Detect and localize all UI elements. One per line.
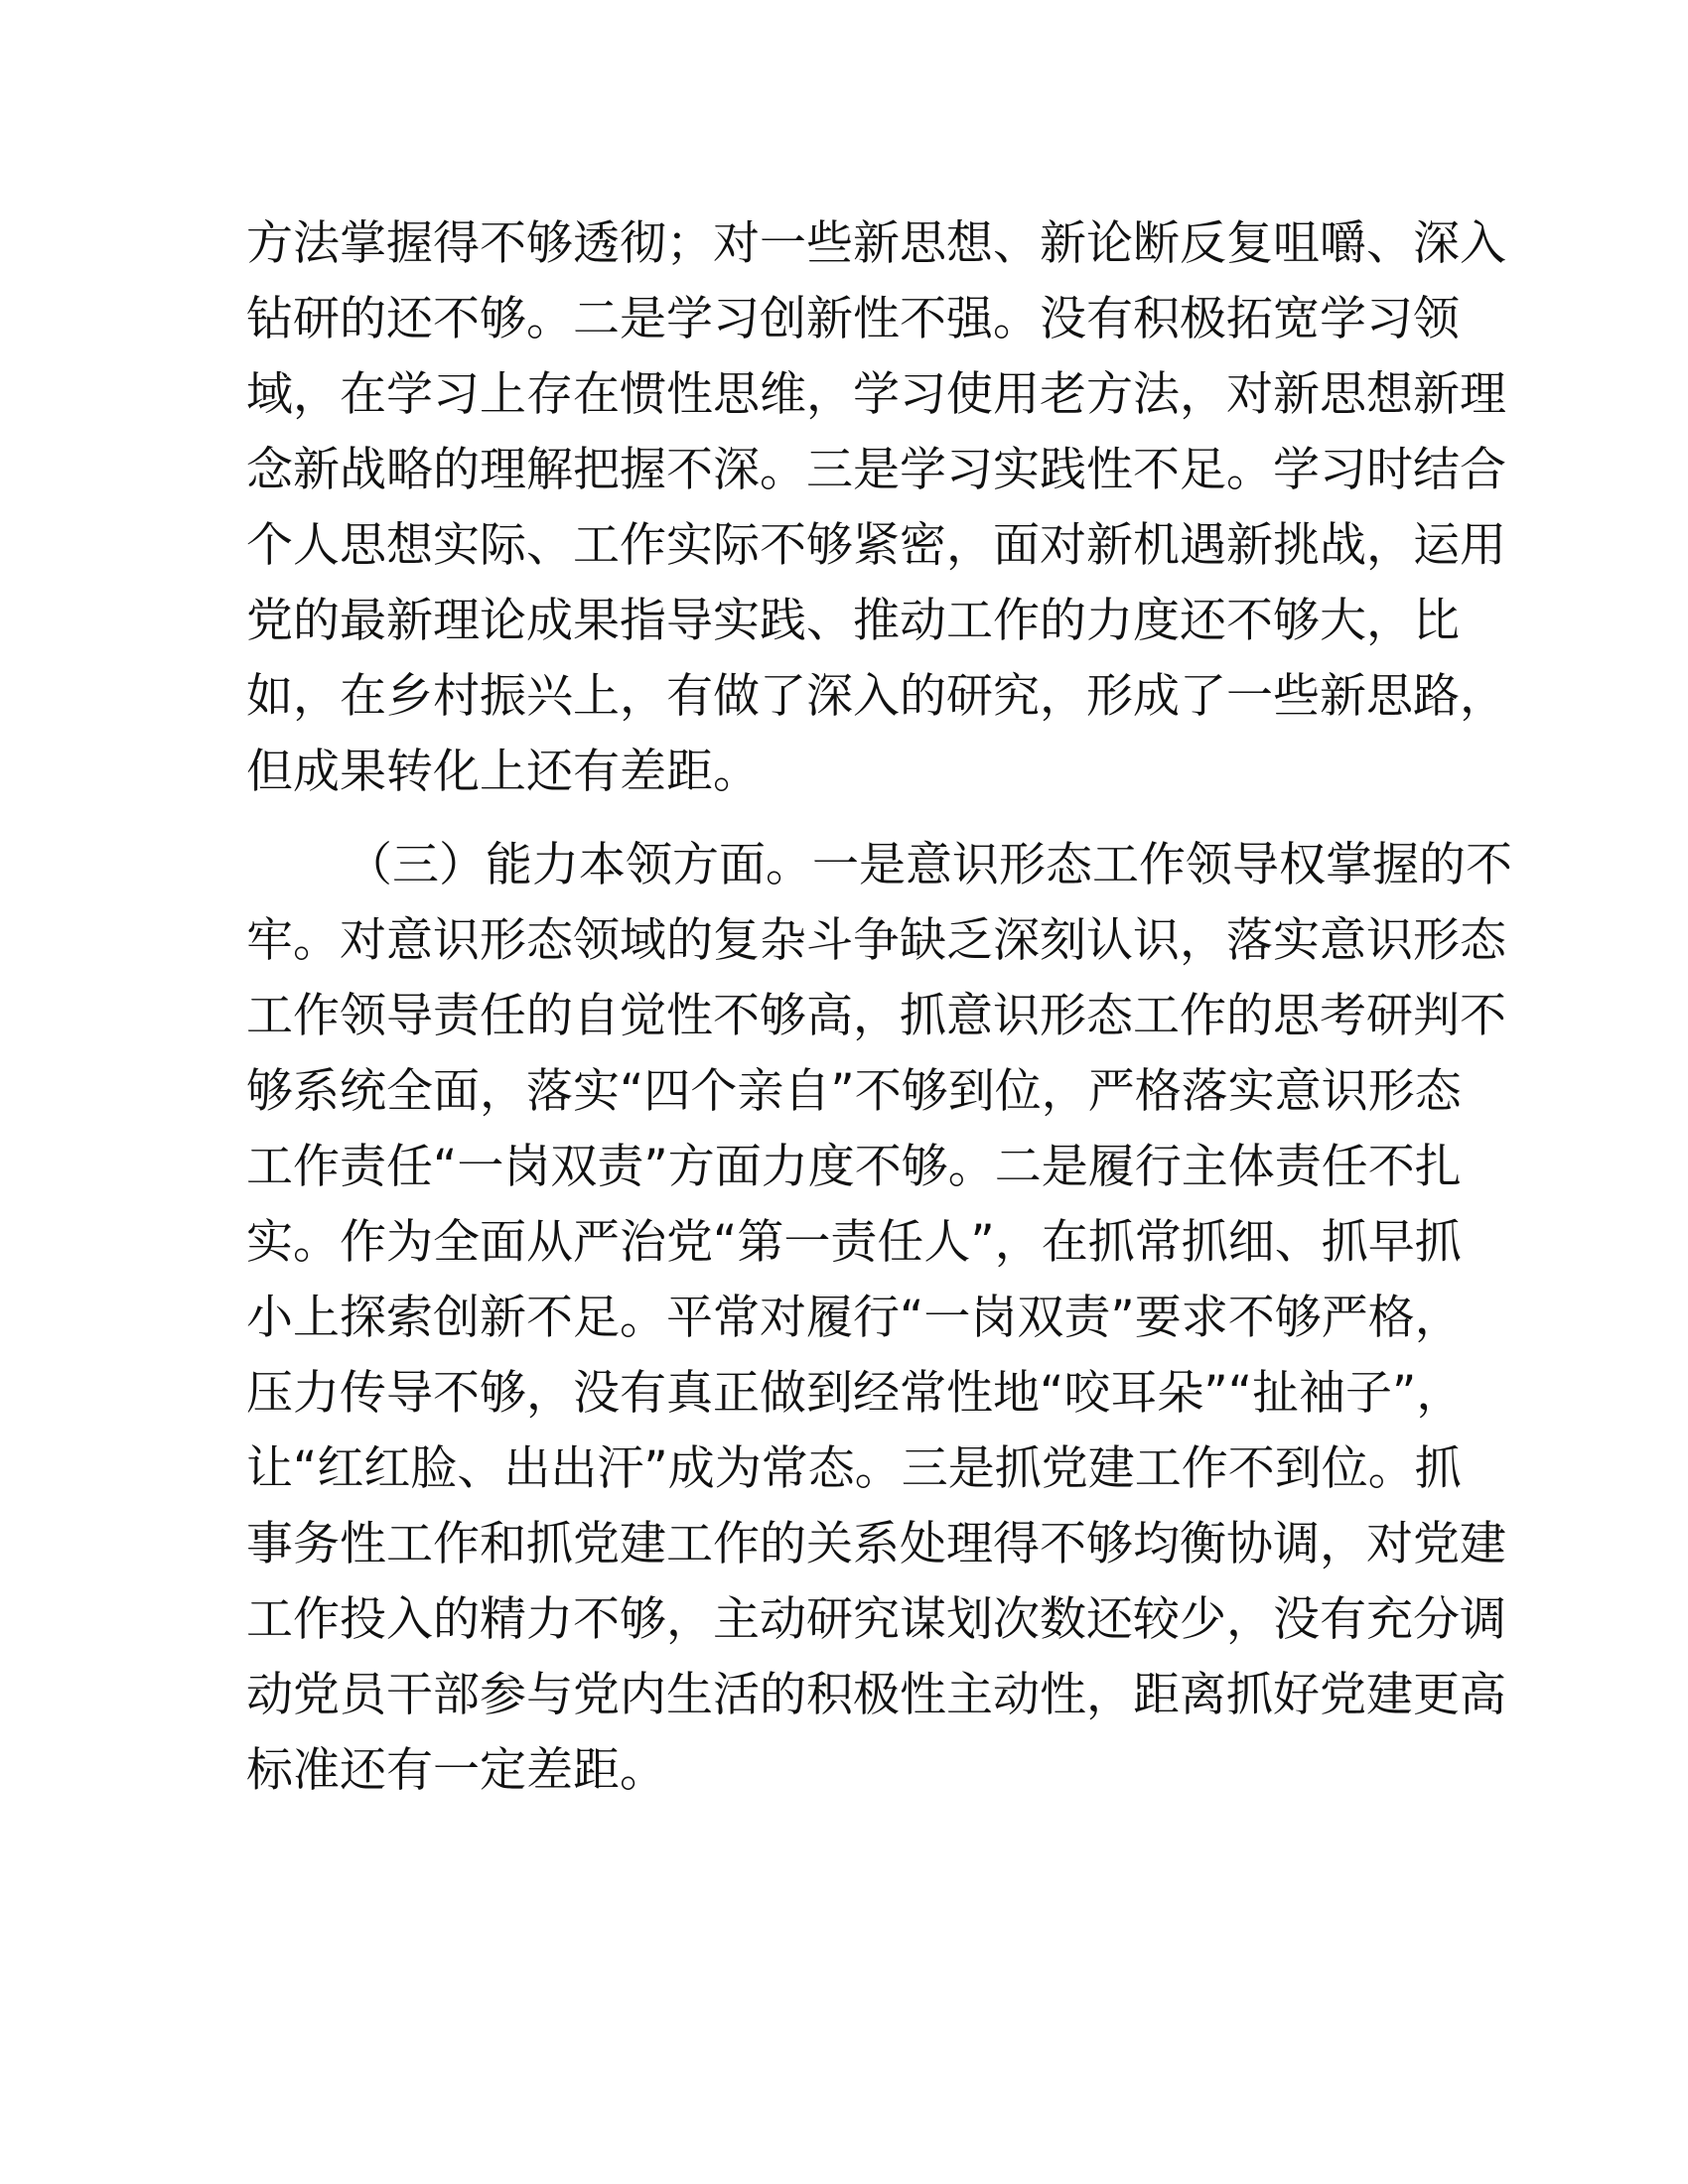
text-line: 域，在学习上存在惯性思维，学习使用老方法，对新思想新理 (246, 367, 1506, 422)
text-line: 够系统全面，落实“四个亲自”不够到位，严格落实意识形态 (246, 1064, 1462, 1119)
paragraph-1 (246, 206, 1506, 810)
text-line: 工作责任“一岗双责”方面力度不够。二是履行主体责任不扎 (246, 1140, 1462, 1194)
text-line: 党的最新理论成果指导实践、推动工作的力度还不够大，比 (246, 594, 1460, 648)
text-line: 让“红红脸、出出汗”成为常态。三是抓党建工作不到位。抓 (246, 1441, 1462, 1496)
text-line: 压力传导不够，没有真正做到经常性地“咬耳朵”“扯袖子”， (246, 1366, 1464, 1421)
text-line: 如，在乡村振兴上，有做了深入的研究，形成了一些新思路， (246, 669, 1506, 724)
text-line: 标准还有一定差距。 (246, 1743, 666, 1798)
text-line: 方法掌握得不够透彻；对一些新思想、新论断反复咀嚼、深入 (246, 216, 1506, 271)
text-line: 钻研的还不够。二是学习创新性不强。没有积极拓宽学习领 (246, 292, 1460, 346)
paragraph-2 (246, 828, 1512, 1809)
text-line-indented: （三）能力本领方面。一是意识形态工作领导权掌握的不 (346, 838, 1512, 892)
text-line: 小上探索创新不足。平常对履行“一岗双责”要求不够严格， (246, 1291, 1462, 1345)
document-body (246, 206, 1512, 1809)
text-line: 念新战略的理解把握不深。三是学习实践性不足。学习时结合 (246, 443, 1506, 497)
text-line: 工作投入的精力不够，主动研究谋划次数还较少，没有充分调 (246, 1592, 1506, 1647)
text-line: 但成果转化上还有差距。 (246, 745, 760, 799)
text-line: 工作领导责任的自觉性不够高，抓意识形态工作的思考研判不 (246, 989, 1506, 1043)
text-line: 牢。对意识形态领域的复杂斗争缺乏深刻认识，落实意识形态 (246, 913, 1506, 968)
text-line: 事务性工作和抓党建工作的关系处理得不够均衡协调，对党建 (246, 1517, 1506, 1571)
text-line: 实。作为全面从严治党“第一责任人”，在抓常抓细、抓早抓 (246, 1215, 1462, 1270)
text-line: 个人思想实际、工作实际不够紧密，面对新机遇新挑战，运用 (246, 518, 1506, 573)
paragraph-gap (246, 810, 1443, 828)
text-line: 动党员干部参与党内生活的积极性主动性，距离抓好党建更高 (246, 1668, 1506, 1722)
